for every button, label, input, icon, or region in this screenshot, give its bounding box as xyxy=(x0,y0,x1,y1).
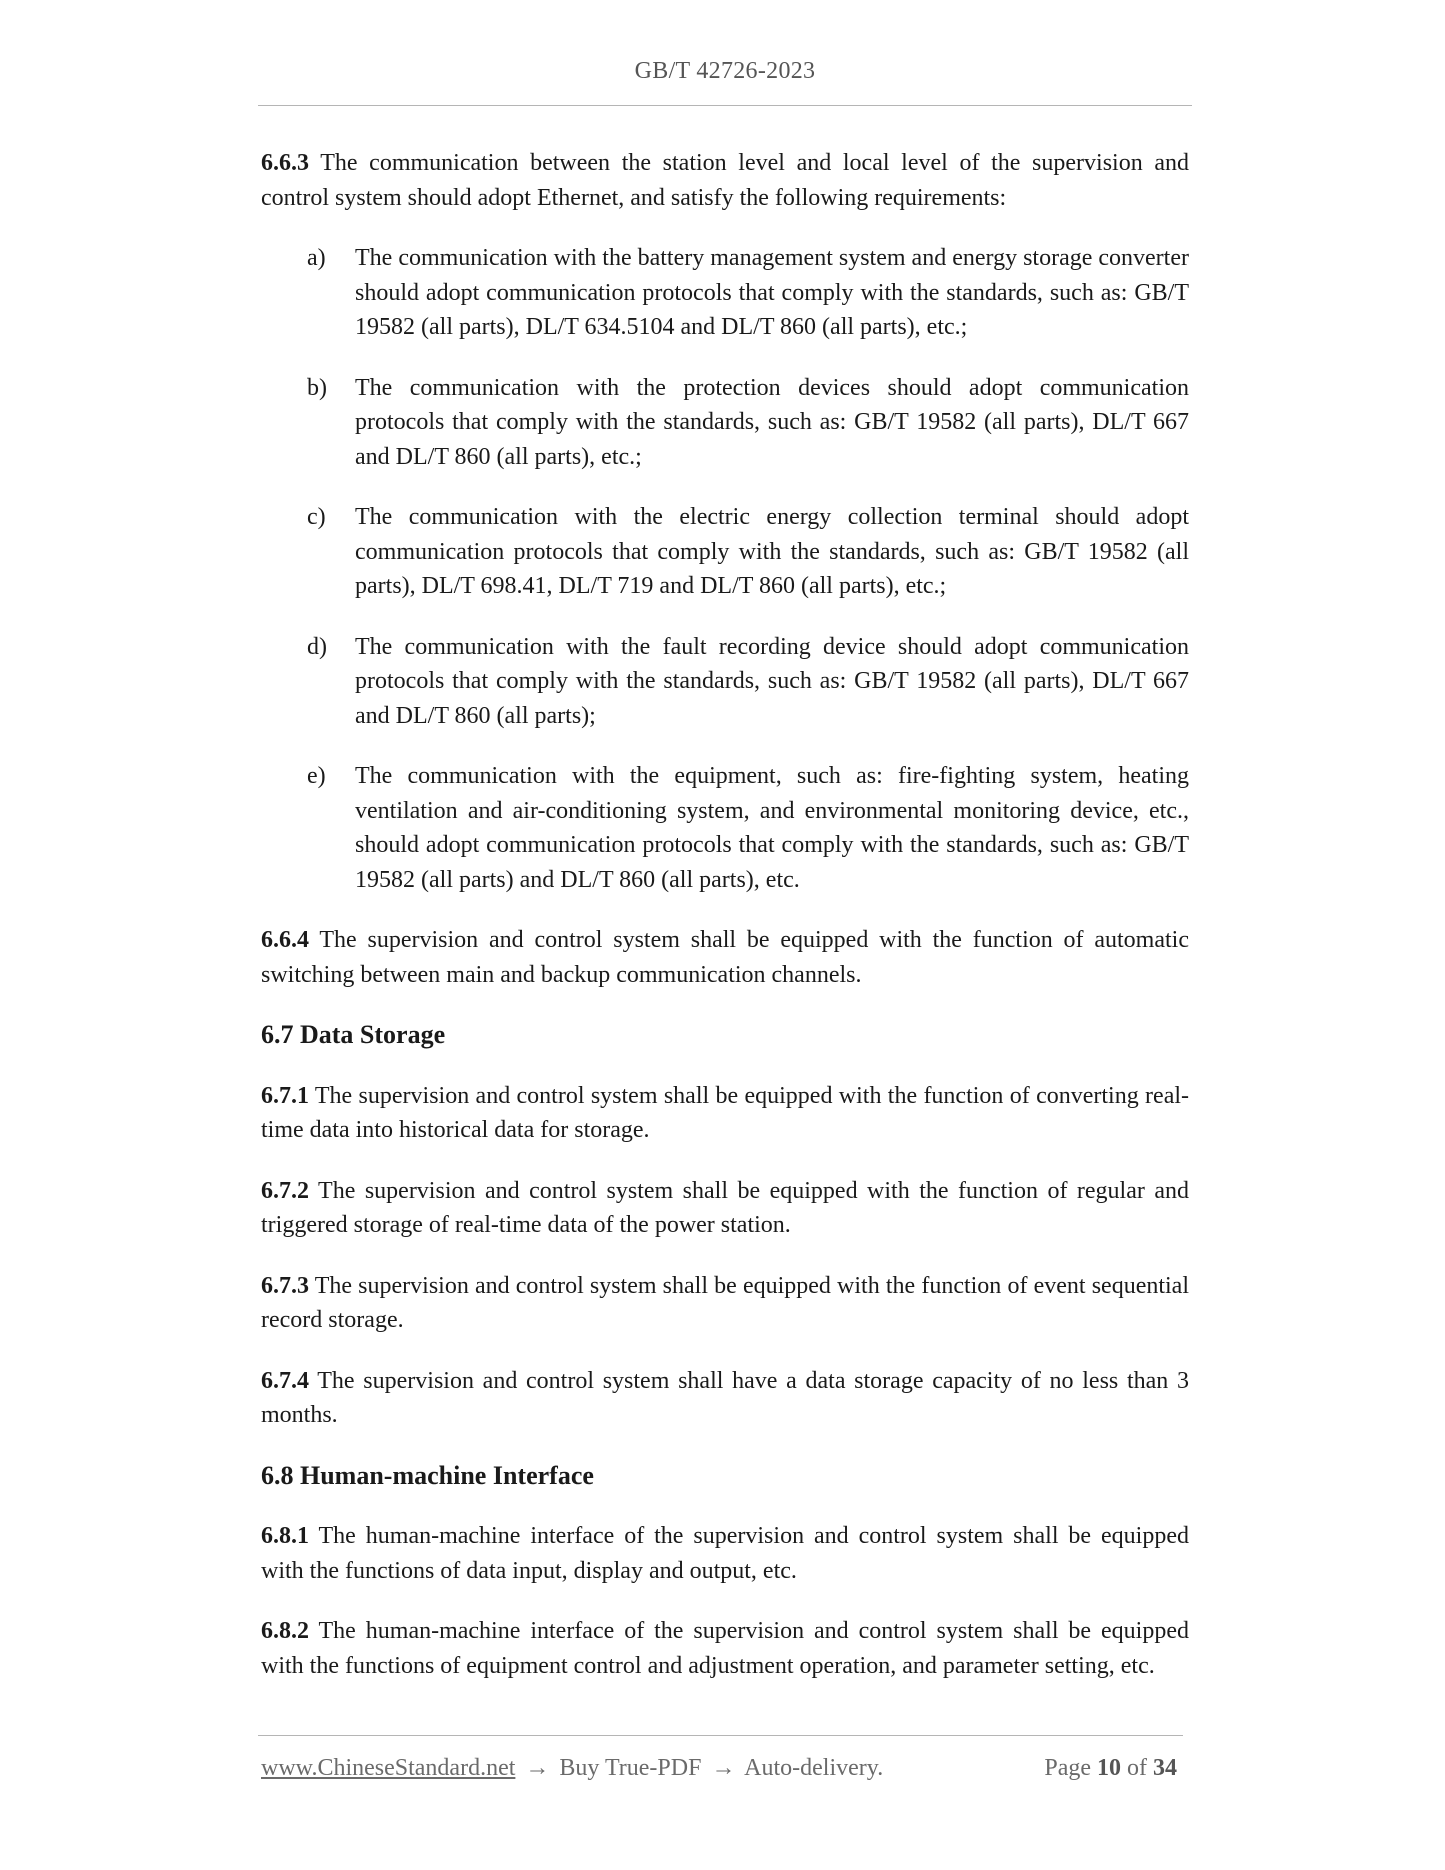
list-item-text: The communication with the protection devices should adopt communication protocols that comply with the standards, such as: GB/T 19582 (all parts), DL/T 667 and DL/T 860 (all parts), etc.; xyxy=(355,374,1189,470)
clause-number: 6.6.3 xyxy=(261,150,309,176)
list-marker: a) xyxy=(307,245,326,271)
clause-number: 6.7.4 xyxy=(261,1367,309,1394)
arrow-right-icon: → xyxy=(711,1755,736,1781)
buy-pdf-text: Buy True-PDF xyxy=(559,1755,702,1781)
document-body xyxy=(261,146,1189,1709)
list-marker: e) xyxy=(307,763,326,789)
clause-number: 6.7.3 xyxy=(261,1272,309,1299)
clause-number: 6.7.2 xyxy=(261,1177,309,1204)
clause-number: 6.7.1 xyxy=(261,1082,309,1109)
clause-text: The human-machine interface of the supervision and control system shall be equipped with the functions of data input, display and output, etc. xyxy=(261,1523,1189,1584)
website-link[interactable]: www.ChineseStandard.net xyxy=(261,1755,516,1781)
clause-text: The communication between the station level and local level of the supervision and control system should adopt Ethernet, and satisfy the following requirements: xyxy=(261,150,1189,211)
arrow-right-icon: → xyxy=(525,1755,550,1781)
clause-text: The human-machine interface of the supervision and control system shall be equipped with the functions of equipment control and adjustment operation, and parameter setting, etc. xyxy=(261,1618,1189,1679)
list-item-text: The communication with the electric energy collection terminal should adopt communication protocols that comply with the standards, such as: GB/T 19582 (all parts), DL/T 698.41, DL/T 719 and DL/T 860 (all parts), etc.; xyxy=(355,504,1189,599)
list-marker: b) xyxy=(307,374,327,401)
clause-number: 6.8.2 xyxy=(261,1618,309,1644)
document-code: GB/T 42726-2023 xyxy=(634,58,816,84)
list-item-text: The communication with the equipment, such as: fire-fighting system, heating ventilation and air-conditioning system, and environmental monitoring device, etc., should adopt communication protocols that comply with the standards, such as: GB/T 19582 (all parts) and DL/T 860 (all parts), etc. xyxy=(355,763,1189,893)
list-item-b xyxy=(261,371,1189,475)
list-item-text: The communication with the fault recording device should adopt communication protocols that comply with the standards, such as: GB/T 19582 (all parts), DL/T 667 and DL/T 860 (all parts); xyxy=(355,633,1189,729)
clause-6-7-1 xyxy=(261,1079,1189,1148)
page-footer xyxy=(258,1735,1183,1781)
requirements-list xyxy=(261,241,1189,897)
section-heading-6-7: 6.7 Data Storage xyxy=(261,1020,446,1049)
of-label: of xyxy=(1127,1755,1147,1781)
clause-number: 6.8.1 xyxy=(261,1523,309,1549)
clause-number: 6.6.4 xyxy=(261,927,309,953)
section-heading-6-8: 6.8 Human-machine Interface xyxy=(261,1460,594,1490)
clause-text: The supervision and control system shall be equipped with the function of converting real-time data into historical data for storage. xyxy=(261,1082,1189,1143)
auto-delivery-text: Auto-delivery. xyxy=(744,1755,884,1781)
list-item-text: The communication with the battery management system and energy storage converter should adopt communication protocols that comply with the standards, such as: GB/T 19582 (all parts), DL/T 634.5104 and DL/T 860 (all parts), etc.; xyxy=(355,245,1189,340)
clause-6-7-3 xyxy=(261,1269,1189,1338)
clause-text: The supervision and control system shall be equipped with the function of regular and triggered storage of real-time data of the power station. xyxy=(261,1177,1189,1238)
clause-text: The supervision and control system shall be equipped with the function of event sequential record storage. xyxy=(261,1272,1189,1333)
clause-6-8-2 xyxy=(261,1614,1189,1683)
list-marker: c) xyxy=(307,504,326,530)
list-item-e xyxy=(261,759,1189,897)
list-item-c xyxy=(261,500,1189,604)
page-header xyxy=(258,0,1192,106)
clause-6-6-3 xyxy=(261,146,1189,215)
total-page-number: 34 xyxy=(1153,1755,1177,1781)
footer-promo xyxy=(261,1755,883,1782)
clause-text: The supervision and control system shall be equipped with the function of automatic switching between main and backup communication channels. xyxy=(261,927,1189,988)
current-page-number: 10 xyxy=(1097,1755,1121,1781)
clause-6-7-4 xyxy=(261,1364,1189,1433)
list-item-d xyxy=(261,630,1189,734)
clause-6-8-1 xyxy=(261,1519,1189,1588)
clause-6-6-4 xyxy=(261,923,1189,992)
list-item-a xyxy=(261,241,1189,345)
page-indicator xyxy=(1044,1755,1177,1782)
list-marker: d) xyxy=(307,633,327,660)
page-label: Page xyxy=(1044,1755,1091,1781)
clause-text: The supervision and control system shall have a data storage capacity of no less than 3 months. xyxy=(261,1367,1189,1428)
clause-6-7-2 xyxy=(261,1174,1189,1243)
